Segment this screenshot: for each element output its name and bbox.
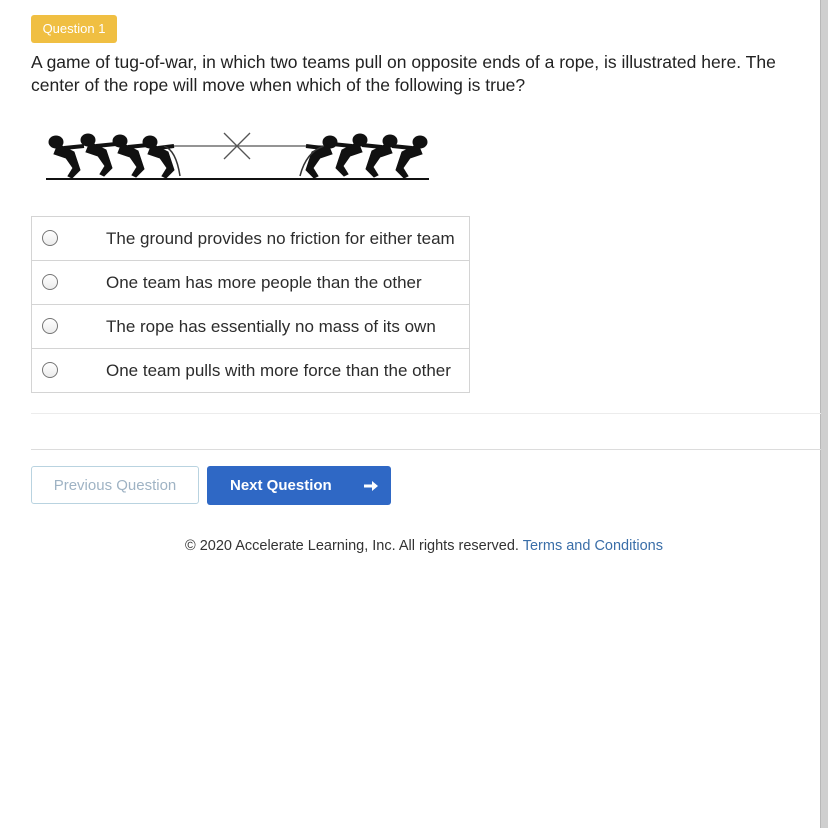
answer-radio[interactable] bbox=[42, 362, 58, 378]
answer-label[interactable]: One team pulls with more force than the other bbox=[68, 349, 470, 393]
divider bbox=[31, 449, 821, 450]
answer-radio-cell[interactable] bbox=[32, 305, 69, 349]
answer-option[interactable] bbox=[32, 305, 470, 349]
window-edge bbox=[820, 0, 828, 828]
answer-option[interactable] bbox=[32, 217, 470, 261]
previous-question-button[interactable]: Previous Question bbox=[31, 466, 199, 504]
terms-and-conditions-link[interactable]: Terms and Conditions bbox=[522, 538, 663, 554]
tug-of-war-illustration bbox=[44, 126, 434, 184]
answer-label[interactable]: The ground provides no friction for either team bbox=[68, 217, 470, 261]
footer bbox=[0, 535, 828, 557]
answer-label[interactable]: The rope has essentially no mass of its own bbox=[68, 305, 470, 349]
answer-radio-cell[interactable] bbox=[32, 217, 69, 261]
answer-radio[interactable] bbox=[42, 318, 58, 334]
next-question-button[interactable] bbox=[207, 466, 391, 505]
answer-radio[interactable] bbox=[42, 274, 58, 290]
answer-radio-cell[interactable] bbox=[32, 261, 69, 305]
divider bbox=[31, 413, 821, 414]
answer-option[interactable] bbox=[32, 261, 470, 305]
question-number-badge: Question 1 bbox=[31, 15, 117, 43]
answer-option[interactable] bbox=[32, 349, 470, 393]
arrow-right-icon bbox=[363, 478, 379, 494]
answer-choices bbox=[31, 216, 470, 393]
answer-radio[interactable] bbox=[42, 230, 58, 246]
answer-label[interactable]: One team has more people than the other bbox=[68, 261, 470, 305]
next-question-label: Next Question bbox=[230, 477, 332, 494]
copyright-text: © 2020 Accelerate Learning, Inc. All rights reserved. bbox=[185, 538, 519, 554]
answer-radio-cell[interactable] bbox=[32, 349, 69, 393]
question-text: A game of tug-of-war, in which two teams pull on opposite ends of a rope, is illustrated here. The center of the rope will move when which of the following is true? bbox=[31, 52, 776, 95]
